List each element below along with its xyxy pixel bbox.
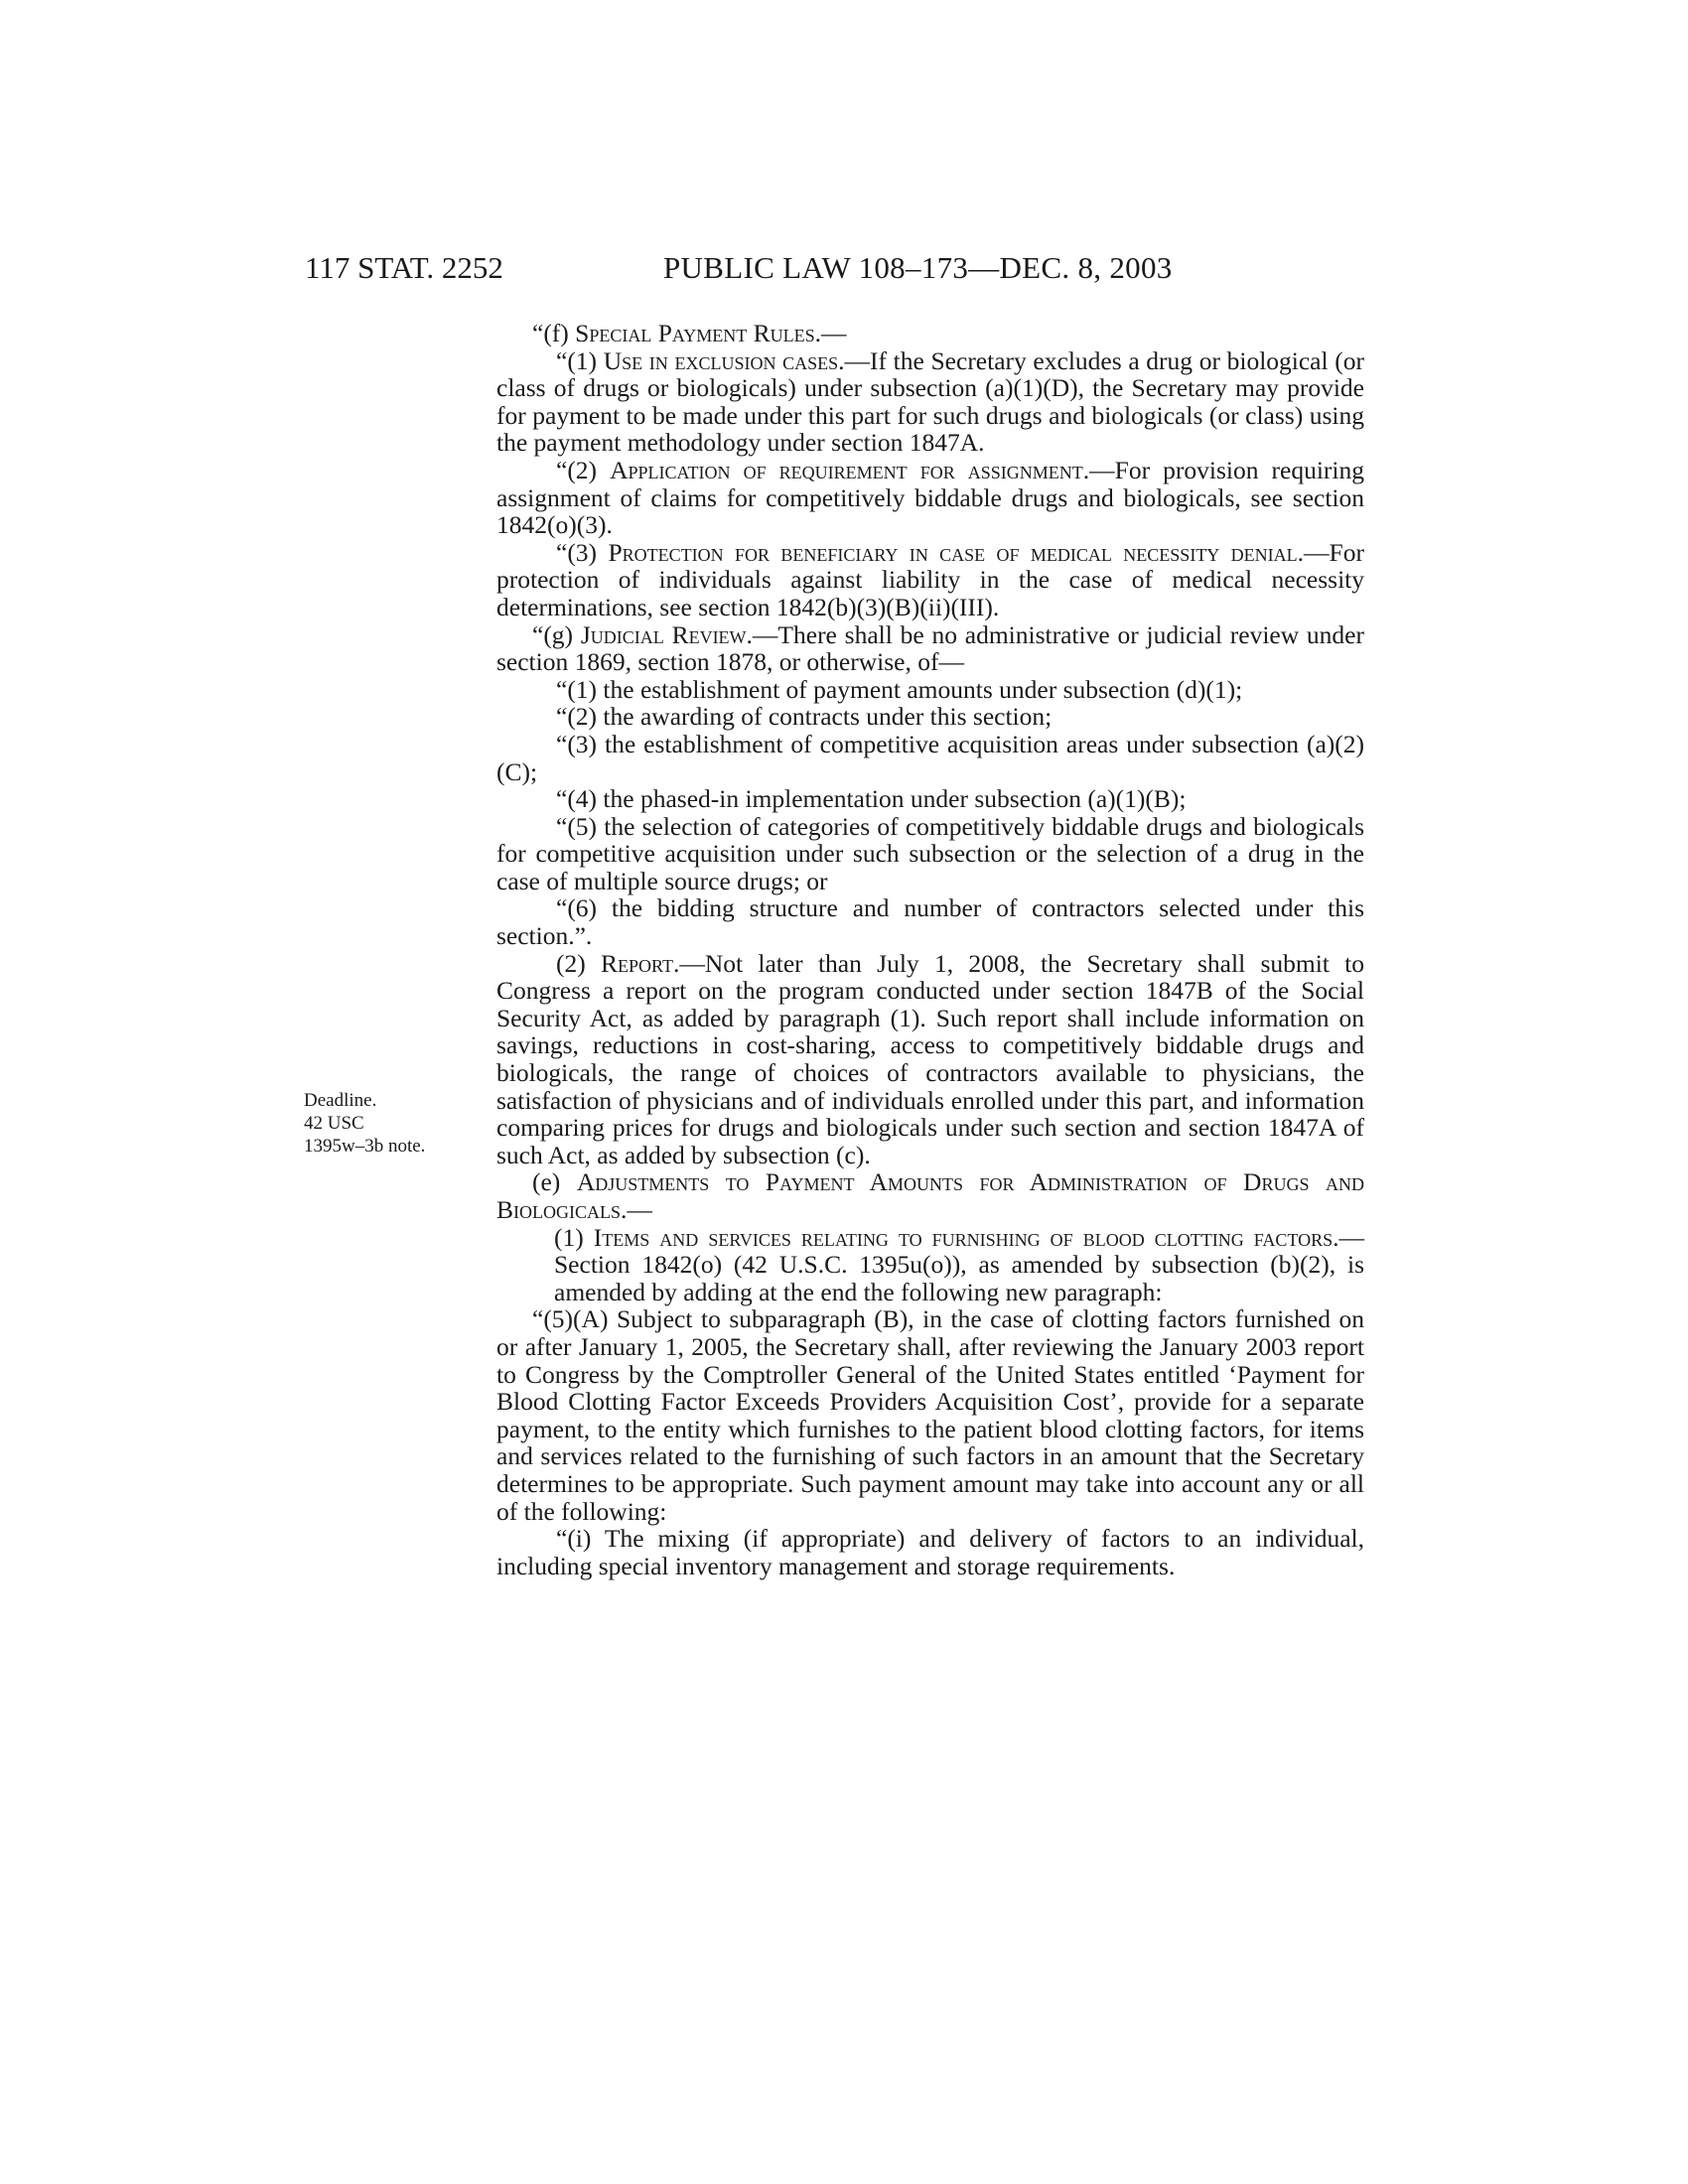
paragraph-g5: “(5) the selection of categories of competitively biddable drugs and biologicals for competitive acquisition under such subsection or the selection of a drug in the case of multiple source drugs; or: [496, 811, 1364, 895]
paragraph-g3: “(3) the establishment of competitive acquisition areas under subsection (a)(2)(C);: [496, 729, 1364, 786]
paragraph-g4: “(4) the phased-in implementation under subsection (a)(1)(B);: [556, 784, 1187, 814]
statute-body: [496, 320, 1364, 1579]
paragraph-g1: “(1) the establishment of payment amounts under subsection (d)(1);: [556, 674, 1243, 704]
margin-note-line: 1395w–3b note.: [304, 1136, 426, 1157]
paragraph-e1: (1) Items and services relating to furnishing of blood clotting factors.—Section 1842(o) (42 U.S.C. 1395u(o)), as amended by subsection (b)(2), is amended by adding at the end the following new paragraph:: [554, 1222, 1365, 1306]
paragraph-g6: “(6) the bidding structure and number of contractors selected under this section.”.: [496, 893, 1364, 951]
subsection-e-heading: (e) Adjustments to Payment Amounts for Administration of Drugs and Biologicals.—: [496, 1167, 1364, 1224]
page-citation: 117 STAT. 2252: [305, 250, 503, 285]
running-head: PUBLIC LAW 108–173—DEC. 8, 2003: [663, 250, 1173, 285]
margin-note: [304, 1089, 425, 1158]
margin-note-line: 42 USC: [304, 1113, 364, 1134]
paragraph-5a: “(5)(A) Subject to subparagraph (B), in the case of clotting factors furnished on or after January 1, 2005, the Secretary shall, after reviewing the January 2003 report to Congress by the Comptroller General of the United States entitled ‘Payment for Blood Clotting Factor Exceeds Providers Acquisition Cost’, provide for a separate payment, to the entity which furnishes to the patient blood clotting factors, for items and services related to the furnishing of such factors in an amount that the Secretary determines to be appropriate. Such payment amount may take into account any or all of the following:: [496, 1304, 1364, 1526]
paragraph-g2: “(2) the awarding of contracts under this section;: [556, 702, 1053, 732]
paragraph-f3: “(3) Protection for beneficiary in case of medical necessity denial.—For protection of individuals against liability in the case of medical necessity determinations, see section 1842(b)(3)(B)(ii)(III).: [496, 537, 1364, 621]
paragraph-report: (2) Report.—Not later than July 1, 2008, the Secretary shall submit to Congress a report on the program conducted under section 1847B of the Social Security Act, as added by paragraph (1). Such report shall include information on savings, reductions in cost-sharing, access to competitively biddable drugs and biologicals, the range of choices of contractors available to physicians, the satisfaction of physicians and of individuals enrolled under this part, and information comparing prices for drugs and biologicals under such section and section 1847A of such Act, as added by subsection (c).: [496, 948, 1365, 1169]
paragraph-f2: “(2) Application of requirement for assignment.—For provision requiring assignment of claims for competitively biddable drugs and biologicals, see section 1842(o)(3).: [496, 455, 1364, 540]
clause-i: “(i) The mixing (if appropriate) and delivery of factors to an individual, including special inventory management and storage requirements.: [496, 1524, 1364, 1580]
paragraph-f1: “(1) Use in exclusion cases.—If the Secretary excludes a drug or biological (or class of drugs or biologicals) under subsection (a)(1)(D), the Secretary may provide for payment to be made under this part for such drugs and biologicals (or class) using the payment methodology under section 1847A.: [496, 345, 1364, 458]
subsection-f-heading: “(f) Special Payment Rules.—: [532, 319, 847, 347]
margin-note-line: Deadline.: [304, 1090, 377, 1111]
subsection-g: “(g) Judicial Review.—There shall be no administrative or judicial review under section 1869, section 1878, or otherwise, of—: [496, 619, 1364, 677]
